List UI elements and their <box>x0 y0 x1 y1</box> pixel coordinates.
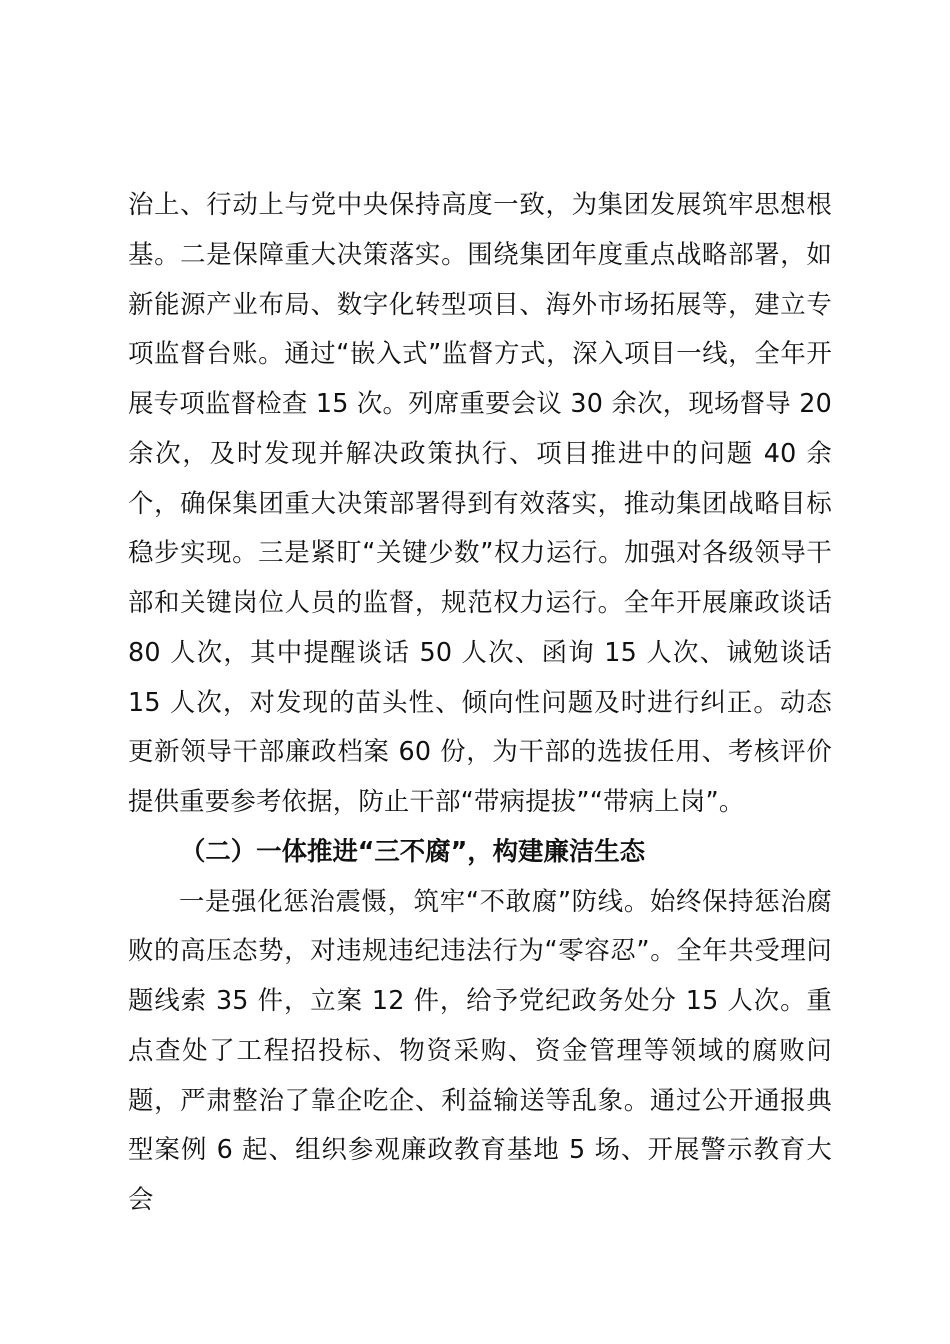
body-paragraph-1: 治上、行动上与党中央保持高度一致，为集团发展筑牢思想根基。二是保障重大决策落实。围绕集团年度重点战略部署，如新能源产业布局、数字化转型项目、海外市场拓展等，建立专项监督台账。通过“嵌入式”监督方式，深入项目一线，全年开展专项监督检查 15 次。列席重要会议 30 余次，现场督导 20 余次，及时发现并解决政策执行、项目推进中的问题 40 余个，确保集团重大决策部署得到有效落实，推动集团战略目标稳步实现。三是紧盯“关键少数”权力运行。加强对各级领导干部和关键岗位人员的监督，规范权力运行。全年开展廉政谈话 80 人次，其中提醒谈话 50 人次、函询 15 人次、诫勉谈话 15 人次，对发现的苗头性、倾向性问题及时进行纠正。动态更新领导干部廉政档案 60 份，为干部的选拔任用、考核评价提供重要参考依据，防止干部“带病提拔”“带病上岗”。 <box>128 189 832 816</box>
document-page <box>128 180 832 1225</box>
body-paragraph-2: 一是强化惩治震慑，筑牢“不敢腐”防线。始终保持惩治腐败的高压态势，对违规违纪违法行为“零容忍”。全年共受理问题线索 35 件，立案 12 件，给予党纪政务处分 15 人次。重点查处了工程招投标、物资采购、资金管理等领域的腐败问题，严肃整治了靠企吃企、利益输送等乱象。通过公开通报典型案例 6 起、组织参观廉政教育基地 5 场、开展警示教育大会 <box>128 885 832 1214</box>
section-heading-2: （二）一体推进“三不腐”，构建廉洁生态 <box>180 835 646 866</box>
